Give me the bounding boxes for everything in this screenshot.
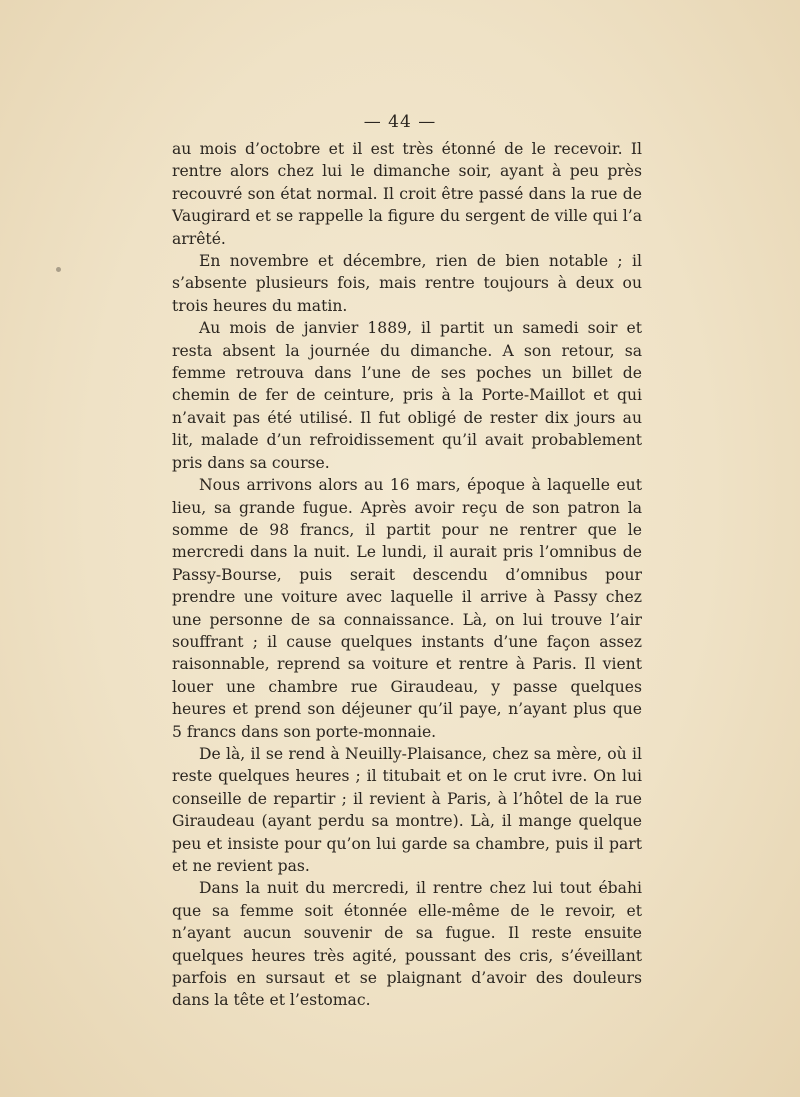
paragraph: De là, il se rend à Neuilly-Plaisance, chez sa mère, où il reste quelques heures ; il titubait et on le crut ivre. On lui conseille de repartir ; il revient à Paris, à l’hôtel de la rue Giraudeau (ayant perdu sa montre). Là, il mange quelque peu et insiste pour qu’on lui garde sa chambre, puis il part et ne revient pas.	[172, 744, 642, 875]
paragraph: Au mois de janvier 1889, il partit un samedi soir et resta absent la journée du dimanche. A son retour, sa femme retrouva dans l’une de ses poches un billet de chemin de fer de ceinture, pris à la Porte-Maillot et qui n’avait pas été utilisé. Il fut obligé de rester dix jours au lit, malade d’un refroidissement qu’il avait probablement pris dans sa course.	[172, 319, 642, 472]
body-text	[172, 138, 642, 1012]
page-number: — 44 —	[363, 112, 437, 132]
paragraph: Nous arrivons alors au 16 mars, époque à laquelle eut lieu, sa grande fugue. Après avoir reçu de son patron la somme de 98 francs, il partit pour ne rentrer que le mercredi dans la nuit. Le lundi, il aurait pris l’omnibus de Passy-Bourse, puis serait descendu d’omnibus pour prendre une voiture avec laquelle il arrive à Passy chez une personne de sa connaissance. Là, on lui trouve l’air souffrant ; il cause quelques instants d’une façon assez raisonnable, reprend sa voiture et rentre à Paris. Il vient louer une chambre rue Giraudeau, y passe quelques heures et prend son déjeuner qu’il paye, n’ayant plus que 5 francs dans son porte-monnaie.	[172, 476, 642, 741]
paragraph: Dans la nuit du mercredi, il rentre chez lui tout ébahi que sa femme soit étonnée elle-même de le revoir, et n’ayant aucun souvenir de sa fugue. Il reste ensuite quelques heures très agité, poussant des cris, s’éveillant parfois en sursaut et se plaignant d’avoir des douleurs dans la tête et l’estomac.	[172, 879, 642, 1010]
paragraph: En novembre et décembre, rien de bien notable ; il s’absente plusieurs fois, mais rentre toujours à deux ou trois heures du matin.	[172, 252, 642, 315]
paper-speck	[56, 267, 61, 272]
paragraph: au mois d’octobre et il est très étonné de le recevoir. Il rentre alors chez lui le dimanche soir, ayant à peu près recouvré son état normal. Il croit être passé dans la rue de Vaugirard et se rappelle la figure du sergent de ville qui l’a arrêté.	[172, 140, 642, 248]
